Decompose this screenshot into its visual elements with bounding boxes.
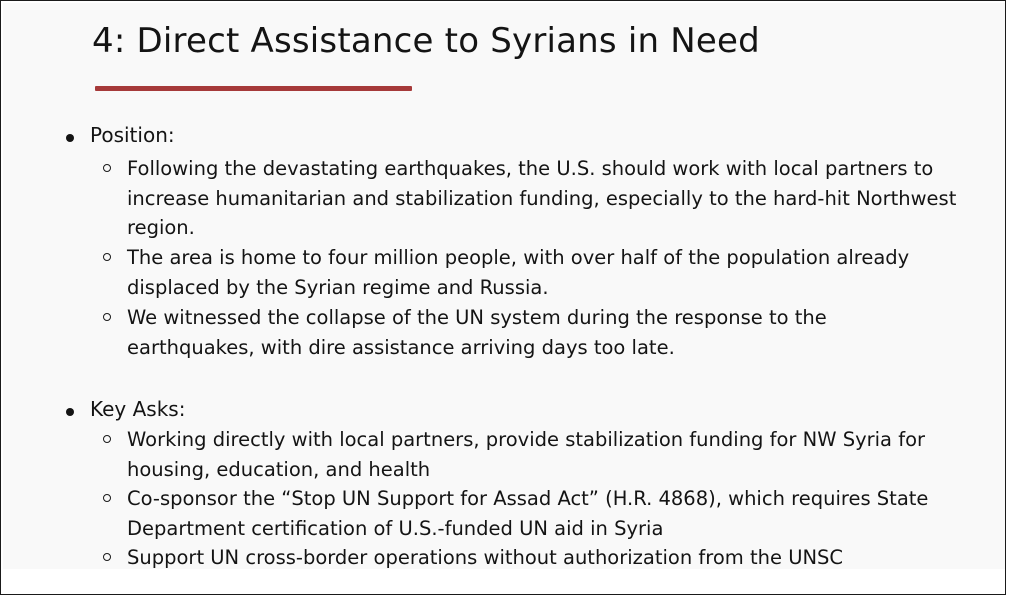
circle-bullet-icon (103, 494, 111, 502)
bullet-dot-icon (66, 408, 74, 416)
circle-bullet-icon (103, 253, 111, 261)
bullet-dot-icon (66, 134, 74, 142)
slide-title: 4: Direct Assistance to Syrians in Need (92, 21, 760, 61)
circle-bullet-icon (103, 553, 111, 561)
position-item: Following the devastating earthquakes, the U.S. should work with local partners to increase humanitarian and stabilization funding, especially to the hard-hit Northwest region. (127, 157, 957, 239)
key-ask-item: Support UN cross-border operations without authorization from the UNSC (127, 546, 844, 569)
circle-bullet-icon (103, 313, 111, 321)
circle-bullet-icon (103, 164, 111, 172)
key-ask-item: Co-sponsor the “Stop UN Support for Assad Act” (H.R. 4868), which requires State Department certification of U.S.-funded UN aid in Syria (127, 487, 929, 540)
position-heading: Position: (90, 123, 175, 147)
slide (3, 3, 1005, 569)
key-ask-item: Working directly with local partners, provide stabilization funding for NW Syria for housing, education, and health (127, 428, 926, 481)
title-underline (95, 86, 412, 91)
key-asks-heading: Key Asks: (90, 397, 186, 421)
position-item: We witnessed the collapse of the UN system during the response to the earthquakes, with dire assistance arriving days too late. (127, 306, 827, 359)
position-item: The area is home to four million people, with over half of the population already displaced by the Syrian regime and Russia. (127, 246, 910, 299)
circle-bullet-icon (103, 435, 111, 443)
